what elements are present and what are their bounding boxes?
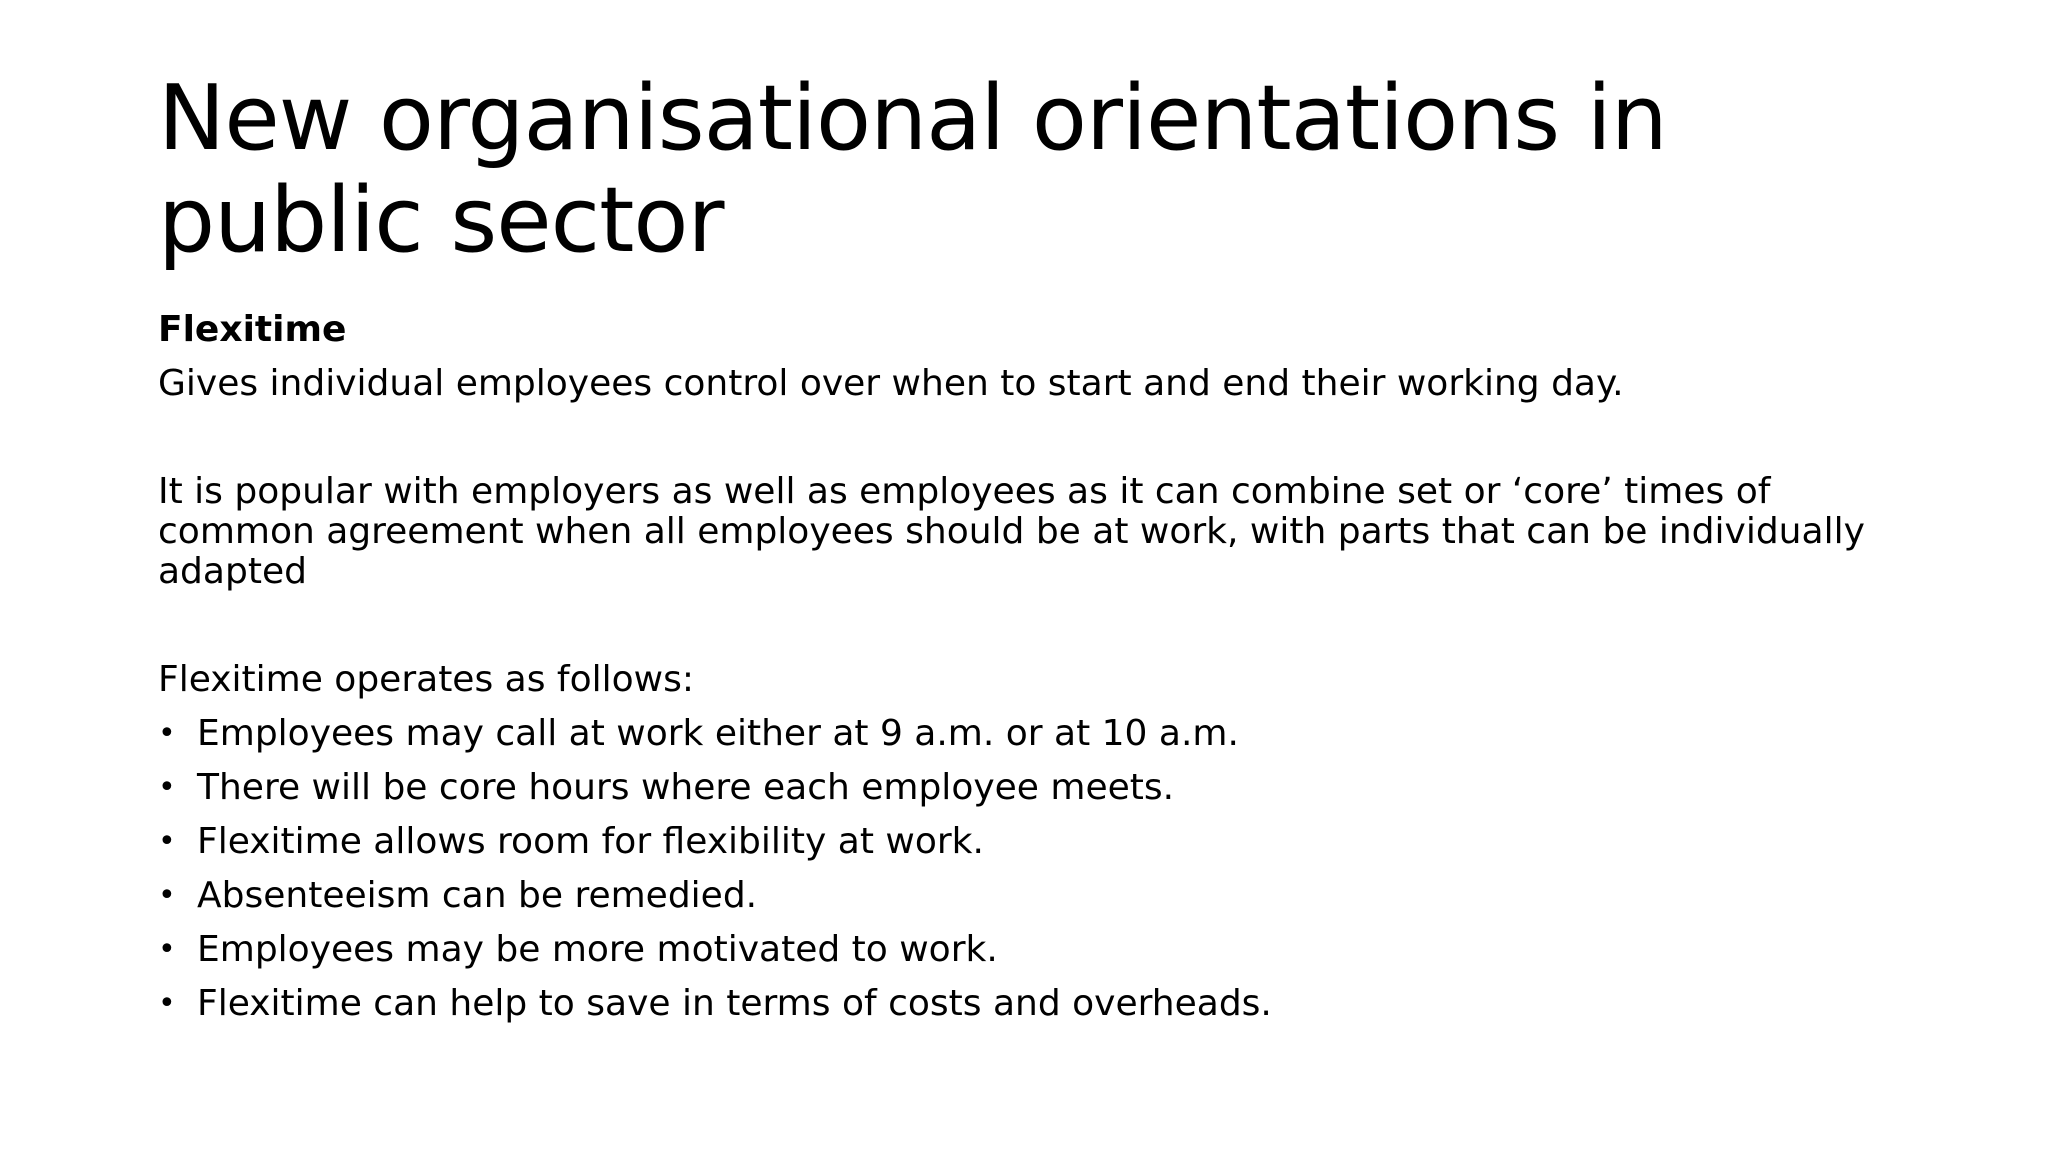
slide-title: New organisational orientations in public sector	[158, 66, 1667, 273]
list-item-text: There will be core hours where each employee meets.	[197, 767, 1175, 808]
list-item-text: Flexitime can help to save in terms of costs and overheads.	[197, 983, 1272, 1024]
list-item	[158, 876, 1918, 916]
paragraph-popularity: It is popular with employers as well as employees as it can combine set or ‘core’ times of common agreement when all employees should be at work, with parts that can be individually adapted	[158, 471, 1865, 592]
bullet-icon: •	[158, 770, 176, 805]
list-item	[158, 984, 1918, 1024]
slide-body	[158, 310, 1918, 1038]
paragraph-spacer	[158, 592, 1918, 660]
bullet-icon: •	[158, 824, 176, 859]
list-item-text: Flexitime allows room for flexibility at work.	[197, 821, 984, 862]
list-item	[158, 930, 1918, 970]
bullet-icon: •	[158, 932, 176, 967]
paragraph-definition: Gives individual employees control over when to start and end their working day.	[158, 363, 1624, 404]
list-intro: Flexitime operates as follows:	[158, 659, 694, 700]
list-item	[158, 768, 1918, 808]
list-item-text: Employees may call at work either at 9 a.m. or at 10 a.m.	[197, 713, 1239, 754]
bullet-icon: •	[158, 986, 176, 1021]
section-heading: Flexitime	[158, 309, 347, 350]
list-item-text: Absenteeism can be remedied.	[197, 875, 758, 916]
list-item	[158, 714, 1918, 754]
bullet-icon: •	[158, 716, 176, 751]
bullet-list	[158, 714, 1918, 1024]
list-item	[158, 822, 1918, 862]
bullet-icon: •	[158, 878, 176, 913]
list-item-text: Employees may be more motivated to work.	[197, 929, 998, 970]
paragraph-spacer	[158, 404, 1918, 472]
